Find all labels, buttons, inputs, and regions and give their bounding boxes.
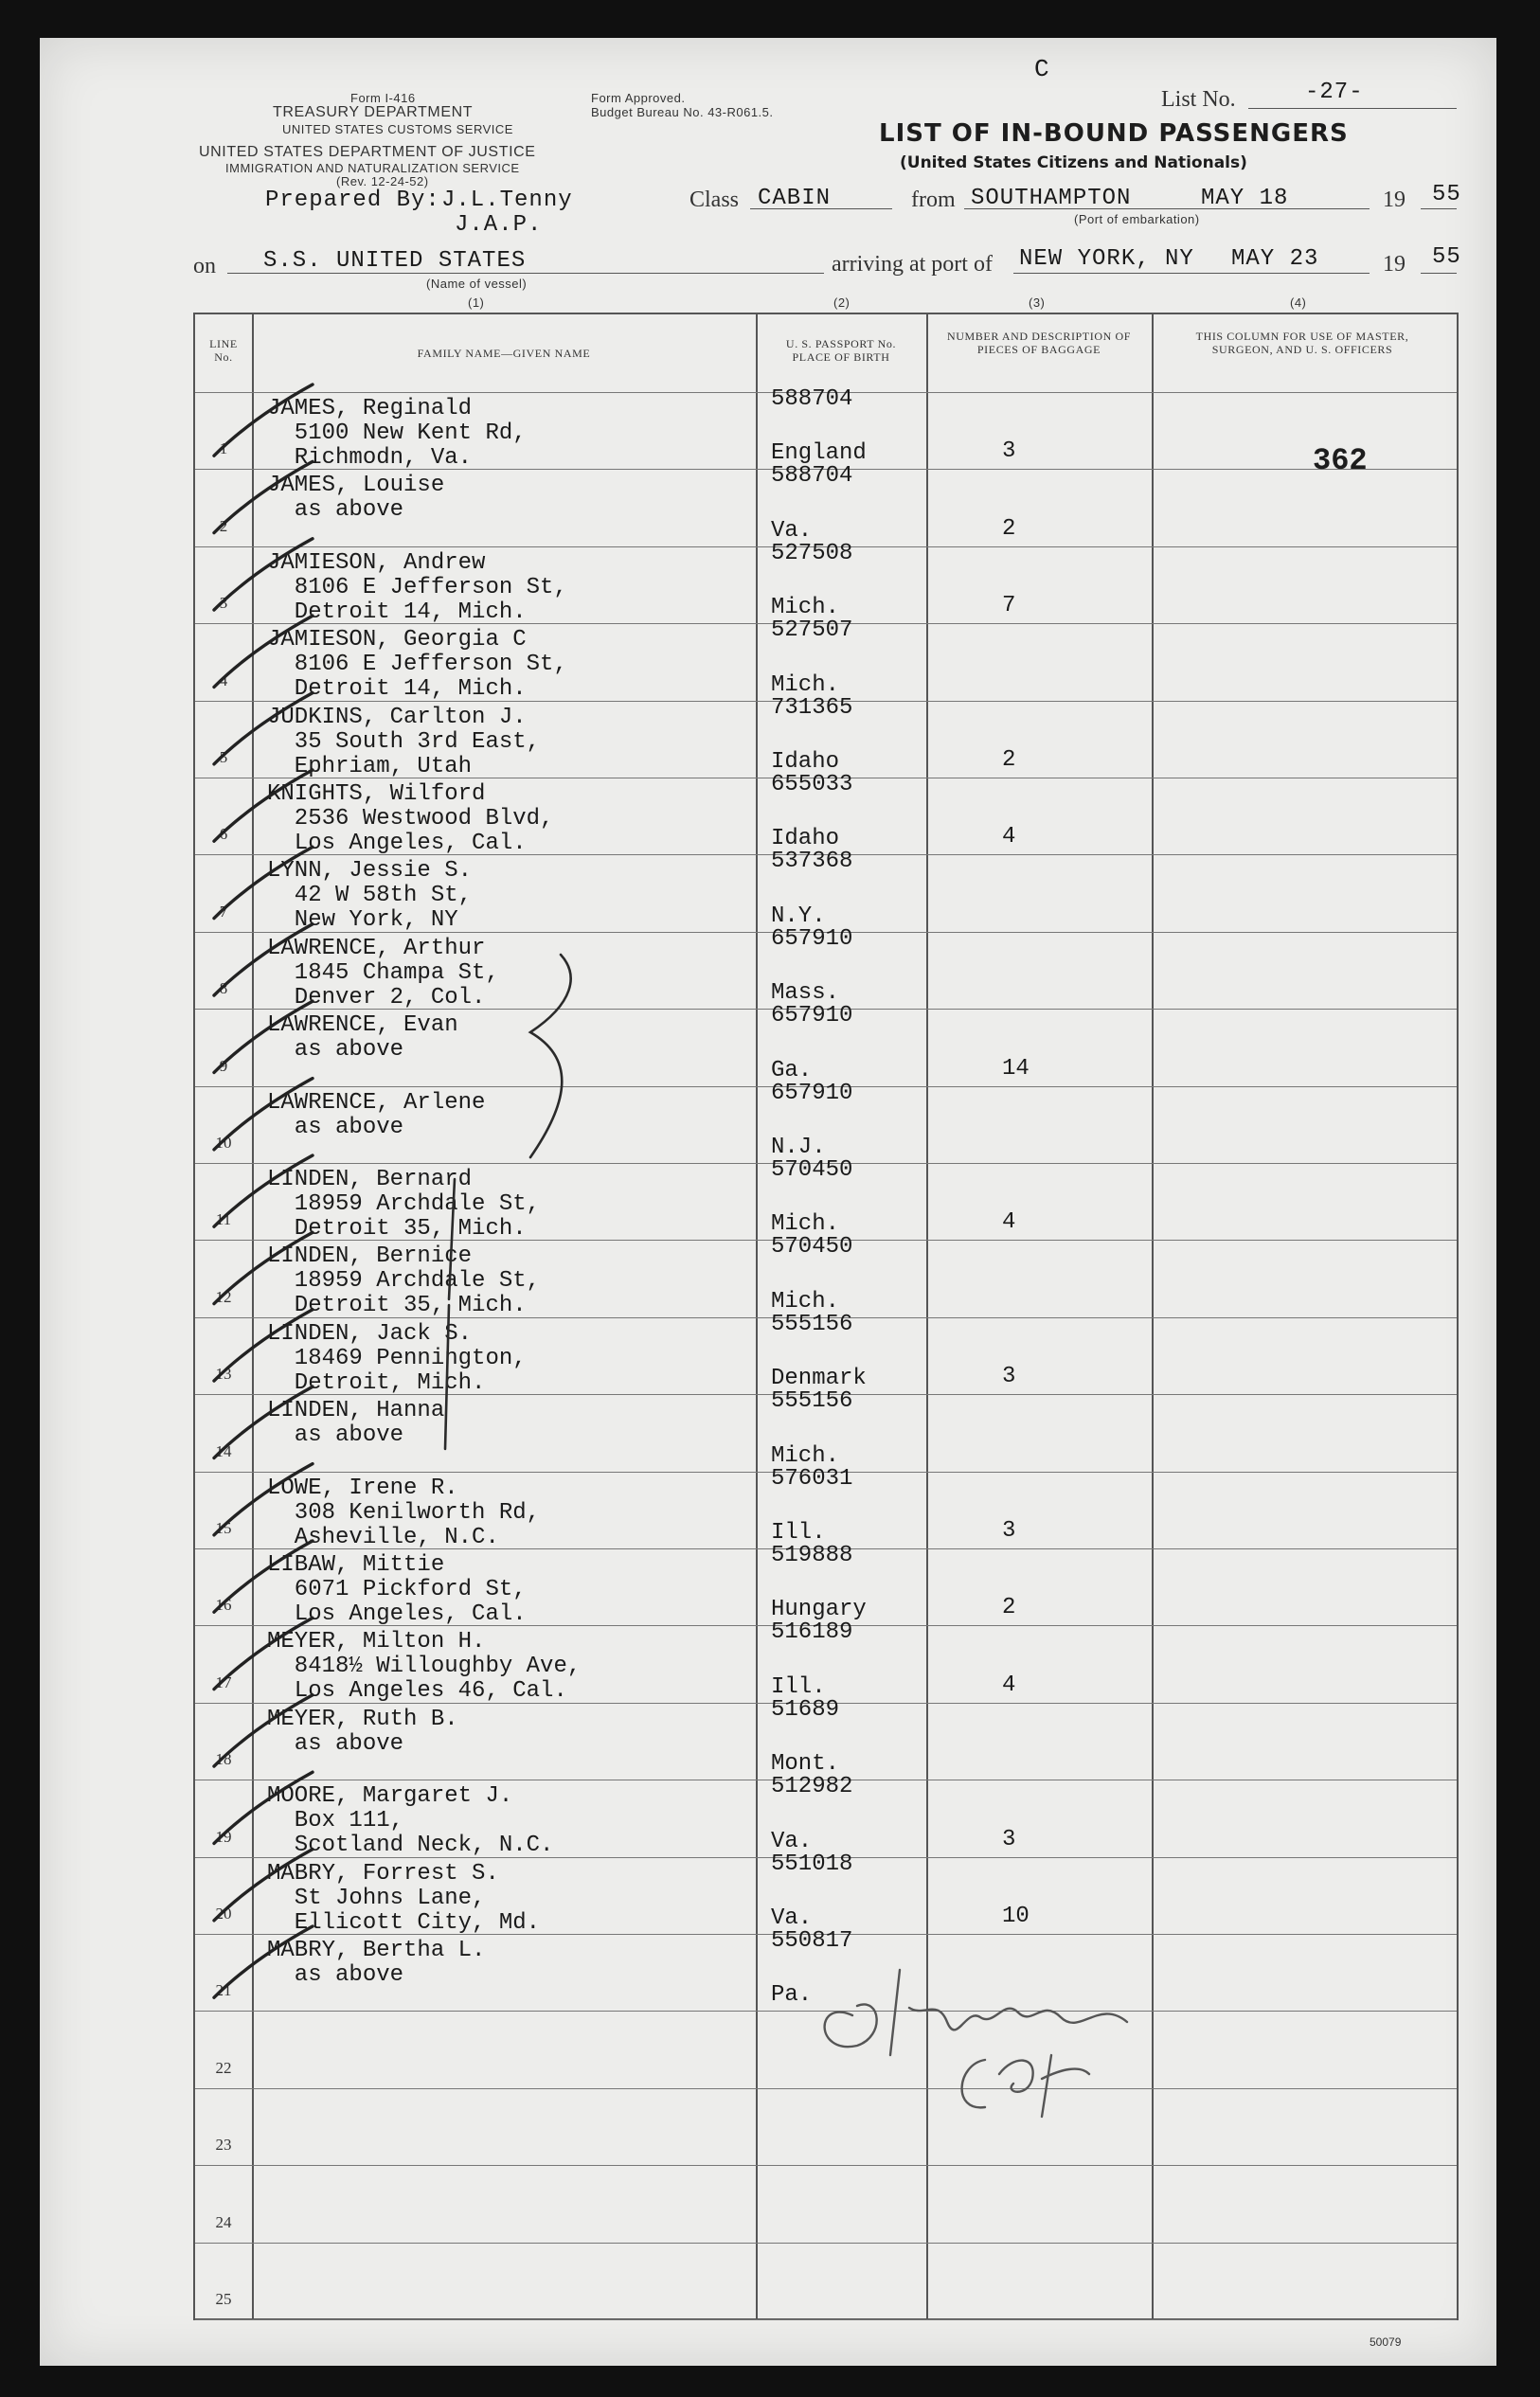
- passenger-address: 18959 Archdale St,: [267, 1191, 541, 1217]
- passenger-address: Detroit 14, Mich.: [267, 676, 527, 703]
- prepared-by-label: Prepared By:: [265, 188, 440, 213]
- passport-number: 570450: [771, 1234, 853, 1261]
- class-value: CABIN: [758, 186, 832, 211]
- check-mark: [214, 1618, 313, 1689]
- check-mark: [214, 1001, 313, 1072]
- passenger-address: St Johns Lane,: [267, 1885, 486, 1911]
- arrival-year-prefix: 19: [1383, 252, 1406, 277]
- port-embarkation-caption: (Port of embarkation): [1074, 212, 1200, 226]
- passenger-address: Asheville, N.C.: [267, 1524, 499, 1550]
- passenger-address: 8106 E Jefferson St,: [267, 574, 567, 600]
- signature-mark: [825, 1970, 1127, 2055]
- from-port: SOUTHAMPTON: [971, 186, 1132, 211]
- passenger-name: JUDKINS, Carlton J.: [267, 704, 527, 730]
- bracket-mark: [445, 1179, 455, 1449]
- header-officers: THIS COLUMN FOR USE OF MASTER, SURGEON, AND U. S. OFFICERS: [1195, 330, 1409, 356]
- place-of-birth: Va.: [771, 1905, 813, 1931]
- passenger-name: MABRY, Bertha L.: [267, 1938, 486, 1963]
- passenger-address: as above: [267, 1037, 404, 1064]
- baggage-count: 3: [1002, 1826, 1016, 1852]
- place-of-birth: Pa.: [771, 1982, 813, 2009]
- page-title: LIST OF IN-BOUND PASSENGERS: [879, 119, 1349, 148]
- passenger-address: Detroit 35, Mich.: [267, 1216, 527, 1242]
- passenger-address: 18959 Archdale St,: [267, 1268, 541, 1295]
- officer-number: 362: [1313, 443, 1368, 478]
- prepared-by-initials: J.A.P.: [455, 212, 543, 238]
- arrival-year-value: 55: [1432, 244, 1461, 270]
- baggage-count: 14: [1002, 1055, 1030, 1082]
- place-of-birth: Ill.: [771, 1673, 826, 1700]
- passport-number: 657910: [771, 1003, 853, 1029]
- place-of-birth: Mich.: [771, 1442, 840, 1469]
- line-number: 13: [215, 1365, 232, 1384]
- check-mark: [214, 693, 313, 764]
- baggage-count: 7: [1002, 593, 1016, 619]
- check-mark: [214, 1310, 313, 1381]
- arrival-date: MAY 23: [1231, 246, 1319, 272]
- line-number: 19: [215, 1827, 232, 1846]
- passenger-address: Los Angeles 46, Cal.: [267, 1678, 567, 1705]
- passenger-name: MABRY, Forrest S.: [267, 1860, 499, 1887]
- baggage-count: 10: [1002, 1903, 1030, 1929]
- arrival-port: NEW YORK, NY: [1019, 246, 1194, 272]
- baggage-count: 3: [1002, 438, 1016, 465]
- baggage-count: 2: [1002, 746, 1016, 773]
- place-of-birth: Mich.: [771, 595, 840, 621]
- check-mark: [214, 1850, 313, 1921]
- check-mark: [214, 1926, 313, 1997]
- arriving-label: arriving at port of: [832, 252, 993, 277]
- from-date: MAY 18: [1201, 186, 1289, 211]
- passenger-address: Scotland Neck, N.C.: [267, 1833, 554, 1859]
- passport-number: 555156: [771, 1311, 853, 1337]
- passenger-name: MEYER, Milton H.: [267, 1629, 486, 1655]
- from-year-prefix: 19: [1383, 188, 1406, 212]
- place-of-birth: Idaho: [771, 748, 840, 775]
- header-passport: U. S. PASSPORT No. PLACE OF BIRTH: [785, 337, 897, 364]
- baggage-count: 3: [1002, 1364, 1016, 1390]
- passenger-name: MOORE, Margaret J.: [267, 1783, 513, 1810]
- check-mark: [214, 1695, 313, 1766]
- passenger-name: LINDEN, Bernard: [267, 1167, 473, 1192]
- passenger-name: MEYER, Ruth B.: [267, 1706, 458, 1732]
- passenger-address: Los Angeles, Cal.: [267, 831, 527, 856]
- baggage-count: 4: [1002, 824, 1016, 850]
- baggage-count: 2: [1002, 1595, 1016, 1621]
- vessel-caption: (Name of vessel): [426, 277, 528, 291]
- baggage-count: 2: [1002, 515, 1016, 542]
- form-revision: (Rev. 12-24-52): [336, 174, 429, 188]
- from-label: from: [911, 188, 956, 212]
- passenger-address: Detroit 35, Mich.: [267, 1293, 527, 1319]
- line-number: 21: [215, 1981, 232, 2000]
- passenger-address: 308 Kenilworth Rd,: [267, 1499, 541, 1526]
- page-subtitle: (United States Citizens and Nationals): [900, 153, 1247, 172]
- passenger-address: 5100 New Kent Rd,: [267, 420, 527, 446]
- passenger-name: JAMIESON, Andrew: [267, 549, 486, 576]
- place-of-birth: Mich.: [771, 1288, 840, 1315]
- line-number: 2: [219, 516, 228, 535]
- passport-number: 519888: [771, 1543, 853, 1568]
- passport-number: 576031: [771, 1465, 853, 1492]
- passport-number: 527507: [771, 617, 853, 644]
- baggage-count: 4: [1002, 1672, 1016, 1698]
- check-mark: [214, 539, 313, 610]
- class-label: Class: [689, 188, 740, 212]
- place-of-birth: Va.: [771, 517, 813, 544]
- place-of-birth: Va.: [771, 1828, 813, 1854]
- line-number: 22: [215, 2058, 232, 2077]
- place-of-birth: Denmark: [771, 1366, 867, 1392]
- place-of-birth: Mont.: [771, 1751, 840, 1778]
- passenger-address: New York, NY: [267, 907, 458, 934]
- check-mark: [214, 1079, 313, 1150]
- passenger-name: LOWE, Irene R.: [267, 1475, 458, 1501]
- line-number: 6: [219, 825, 228, 844]
- list-no-label: List No.: [1161, 87, 1236, 112]
- passenger-name: LAWRENCE, Arthur: [267, 935, 486, 961]
- line-number: 8: [219, 979, 228, 998]
- passenger-address: 8106 E Jefferson St,: [267, 652, 567, 678]
- header-line-no: LINE No.: [209, 337, 238, 364]
- passport-number: 550817: [771, 1928, 853, 1954]
- passport-number: 551018: [771, 1851, 853, 1877]
- check-mark: [214, 616, 313, 687]
- check-mark: [214, 1772, 313, 1843]
- immigration-service: IMMIGRATION AND NATURALIZATION SERVICE: [225, 161, 520, 175]
- passenger-name: LYNN, Jessie S.: [267, 858, 473, 885]
- baggage-count: 3: [1002, 1517, 1016, 1544]
- treasury-department: TREASURY DEPARTMENT: [273, 104, 474, 120]
- passenger-name: JAMES, Reginald: [267, 396, 473, 421]
- col-number-1: (1): [468, 295, 485, 310]
- check-mark: [214, 385, 313, 456]
- passenger-name: LINDEN, Bernice: [267, 1243, 473, 1270]
- line-number: 7: [219, 902, 228, 921]
- line-number: 1: [219, 439, 228, 458]
- passenger-address: 8418½ Willoughby Ave,: [267, 1654, 582, 1680]
- line-number: 5: [219, 748, 228, 767]
- from-year-value: 55: [1432, 182, 1461, 207]
- passenger-address: 42 W 58th St,: [267, 883, 473, 909]
- form-approved: Form Approved.: [591, 91, 686, 105]
- passenger-address: as above: [267, 497, 404, 524]
- place-of-birth: Ill.: [771, 1519, 826, 1546]
- line-number: 18: [215, 1750, 232, 1769]
- passenger-address: as above: [267, 1114, 404, 1140]
- place-of-birth: Ga.: [771, 1057, 813, 1083]
- passenger-address: Richmodn, Va.: [267, 445, 473, 471]
- on-label: on: [193, 254, 216, 278]
- place-of-birth: Mass.: [771, 980, 840, 1007]
- passport-number: 570450: [771, 1157, 853, 1183]
- passport-number: 555156: [771, 1388, 853, 1415]
- bracket-mark: [530, 955, 571, 1157]
- line-number: 11: [215, 1210, 232, 1229]
- header-baggage: NUMBER AND DESCRIPTION OF PIECES OF BAGGAGE: [946, 330, 1132, 356]
- passenger-address: 6071 Pickford St,: [267, 1577, 527, 1602]
- passport-number: 512982: [771, 1774, 853, 1800]
- place-of-birth: Idaho: [771, 826, 840, 852]
- passenger-address: 35 South 3rd East,: [267, 728, 541, 755]
- department-of-justice: UNITED STATES DEPARTMENT OF JUSTICE: [199, 144, 536, 160]
- check-mark: [214, 1541, 313, 1612]
- passenger-address: as above: [267, 1422, 404, 1449]
- passenger-address: Ephriam, Utah: [267, 753, 473, 779]
- header-name: FAMILY NAME—GIVEN NAME: [417, 347, 591, 360]
- check-mark: [214, 1464, 313, 1535]
- passenger-address: 18469 Pennington,: [267, 1345, 527, 1371]
- passenger-name: JAMIESON, Georgia C: [267, 627, 527, 653]
- place-of-birth: Mich.: [771, 1211, 840, 1238]
- check-mark: [214, 1386, 313, 1458]
- corner-mark: C: [1034, 55, 1050, 83]
- passenger-address: as above: [267, 1730, 404, 1757]
- check-mark: [214, 770, 313, 841]
- passenger-address: Denver 2, Col.: [267, 984, 486, 1011]
- passport-number: 655033: [771, 772, 853, 797]
- passenger-name: LINDEN, Jack S.: [267, 1320, 473, 1347]
- vessel-name: S.S. UNITED STATES: [263, 248, 527, 274]
- passenger-name: LINDEN, Hanna: [267, 1398, 445, 1424]
- passenger-name: LIBAW, Mittie: [267, 1552, 445, 1578]
- passenger-address: as above: [267, 1962, 404, 1988]
- col-number-4: (4): [1290, 295, 1307, 310]
- place-of-birth: England: [771, 440, 867, 467]
- check-mark: [214, 461, 313, 532]
- line-number: 4: [219, 671, 228, 689]
- line-number: 3: [219, 594, 228, 613]
- passenger-address: Detroit 14, Mich.: [267, 599, 527, 625]
- place-of-birth: N.J.: [771, 1134, 826, 1160]
- baggage-count: 4: [1002, 1209, 1016, 1236]
- passenger-name: LAWRENCE, Arlene: [267, 1089, 486, 1116]
- line-number: 12: [215, 1287, 232, 1306]
- passport-number: 657910: [771, 925, 853, 952]
- col-number-2: (2): [833, 295, 851, 310]
- passenger-name: JAMES, Louise: [267, 473, 445, 499]
- line-number: 15: [215, 1519, 232, 1538]
- budget-bureau: Budget Bureau No. 43-R061.5.: [591, 105, 774, 119]
- line-number: 20: [215, 1905, 232, 1923]
- line-number: 24: [215, 2212, 232, 2231]
- passport-number: 657910: [771, 1080, 853, 1106]
- passenger-address: Ellicott City, Md.: [267, 1909, 541, 1936]
- passenger-address: Los Angeles, Cal.: [267, 1601, 527, 1627]
- check-mark: [214, 847, 313, 918]
- line-number: 25: [215, 2290, 232, 2309]
- list-no-value: -27-: [1305, 80, 1364, 105]
- passenger-address: Detroit, Mich.: [267, 1369, 486, 1396]
- signature-initials-mark: [962, 2055, 1089, 2117]
- passport-number: 731365: [771, 694, 853, 721]
- line-number: 14: [215, 1441, 232, 1460]
- passport-number: 51689: [771, 1696, 840, 1723]
- place-of-birth: N.Y.: [771, 903, 826, 929]
- line-number: 9: [219, 1056, 228, 1075]
- check-mark: [214, 1232, 313, 1303]
- passenger-address: Box 111,: [267, 1808, 404, 1834]
- col-number-3: (3): [1029, 295, 1046, 310]
- line-number: 23: [215, 2136, 232, 2155]
- place-of-birth: Hungary: [771, 1597, 867, 1623]
- passenger-address: 2536 Westwood Blvd,: [267, 806, 554, 832]
- check-mark: [214, 1155, 313, 1226]
- passenger-name: KNIGHTS, Wilford: [267, 781, 486, 807]
- passport-number: 527508: [771, 540, 853, 566]
- line-number: 10: [215, 1134, 232, 1153]
- passenger-name: LAWRENCE, Evan: [267, 1012, 458, 1039]
- passenger-address: 1845 Champa St,: [267, 959, 499, 986]
- line-number: 16: [215, 1596, 232, 1615]
- line-number: 17: [215, 1673, 232, 1691]
- passport-number: 588704: [771, 386, 853, 412]
- prepared-by-value: J.L.Tenny: [441, 188, 573, 213]
- passport-number: 537368: [771, 849, 853, 875]
- customs-service: UNITED STATES CUSTOMS SERVICE: [282, 122, 513, 136]
- passport-number: 588704: [771, 463, 853, 490]
- form-number: Form I-416: [350, 91, 416, 105]
- footer-code: 50079: [1370, 2335, 1402, 2349]
- passport-number: 516189: [771, 1619, 853, 1646]
- place-of-birth: Mich.: [771, 671, 840, 698]
- check-mark: [214, 924, 313, 995]
